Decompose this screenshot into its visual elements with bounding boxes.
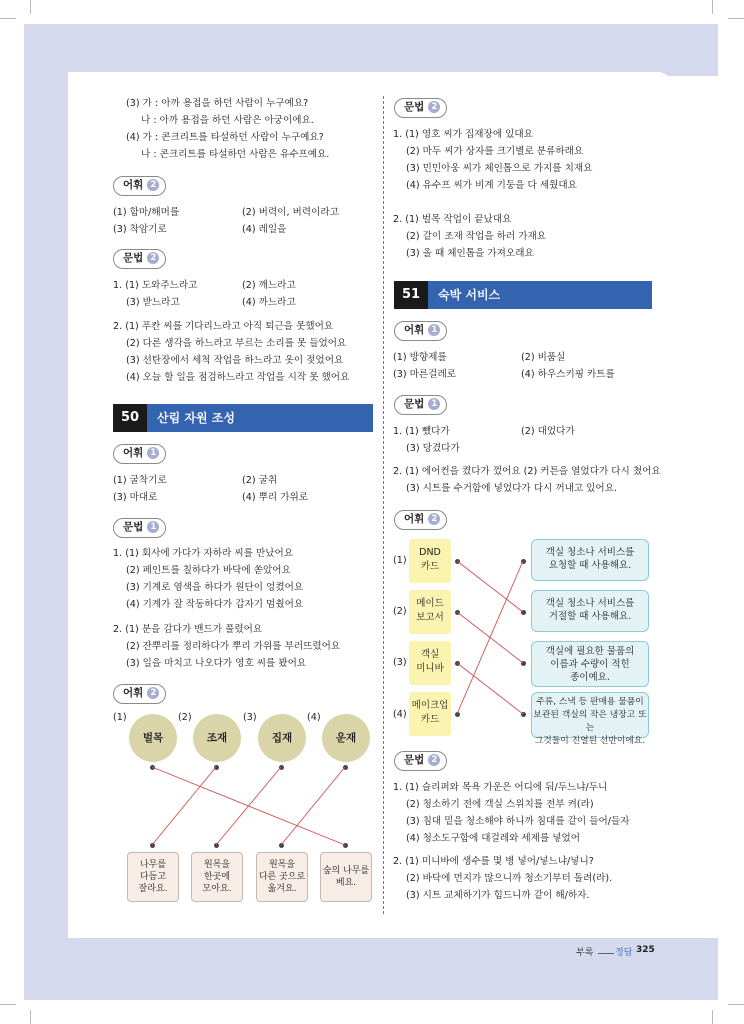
answer-line: (3) 시트 교체하기가 힘드니까 같이 해/하자.: [406, 890, 590, 901]
match-label: (1): [113, 712, 127, 723]
match-label: (3): [393, 657, 407, 668]
section-tag-vocab: 어휘 1: [113, 444, 166, 464]
footer-rule: [598, 953, 614, 954]
answer-line: (3) 당겼다가: [406, 443, 460, 454]
crop-mark: [728, 18, 744, 19]
answer-line: (3) 기계로 염색을 하다가 원단이 엉켰어요: [126, 582, 304, 593]
match-label: (2): [393, 606, 407, 617]
section-tag-grammar: 문법 2: [394, 751, 447, 771]
answer-line: (3) 침대 밑을 청소해야 하니까 침대를 같이 들어/들자: [406, 816, 630, 827]
footer-section: 정답: [615, 948, 633, 958]
match-dot: [343, 765, 348, 770]
match-word: 집재: [258, 714, 306, 762]
match-dot: [521, 661, 526, 666]
match-dot: [455, 610, 460, 615]
answer-line: (1) 굴착기로: [113, 475, 167, 486]
match-label: (4): [307, 712, 321, 723]
match-description: 주류, 스낵 등 판매용 물품이 보관된 객실의 작은 냉장고 또는 그것들이 진열된 선반이에요.: [531, 692, 649, 738]
answer-line: (2) 버력이, 버력이라고: [242, 207, 339, 218]
match-label: (1): [393, 555, 407, 566]
answer-line: (2) 대었다가: [521, 426, 575, 437]
match-description: 객실에 필요한 물품의 이름과 수량이 적힌 종이예요.: [531, 641, 649, 687]
intro-line: (4) 가 : 콘크리트를 타설하던 사람이 누구예요?: [126, 132, 324, 143]
answer-line: (2) 깨느라고: [242, 280, 296, 291]
crop-mark: [728, 1004, 744, 1005]
unit-number: 51: [394, 281, 428, 309]
answer-line: (3) 받느라고: [126, 297, 180, 308]
answer-line: (3) 민민아웅 씨가 체인톱으로 가지를 치재요: [406, 163, 593, 174]
match-term: 메이드 보고서: [409, 590, 451, 634]
answer-line: (3) 선탄장에서 세척 작업을 하느라고 옷이 젖었어요: [126, 355, 344, 366]
answer-line: (4) 청소도구함에 대걸레와 세제를 넣었어: [406, 833, 581, 844]
answer-line: (3) 마대로: [113, 492, 158, 503]
match-dot: [521, 610, 526, 615]
unit-header-50: [113, 404, 373, 432]
unit-number: 50: [113, 404, 147, 432]
top-band: [24, 24, 718, 76]
answer-line: (4) 뿌리 가위로: [242, 492, 309, 503]
answer-line: (2) 바닥에 먼지가 많으니까 청소기부터 돌려(라).: [406, 873, 613, 884]
section-tag-vocab: 어휘 2: [394, 510, 447, 530]
answer-line: (4) 까느라고: [242, 297, 296, 308]
answer-line: (3) 올 때 체인톱을 가져오래요: [406, 248, 534, 259]
section-tag-grammar: 문법 1: [394, 395, 447, 415]
crop-mark: [712, 1010, 713, 1024]
answer-line: 1. (1) 도와주느라고: [113, 280, 198, 291]
answer-line: (2) 비품실: [521, 352, 566, 363]
crop-mark: [30, 0, 31, 14]
answer-line: 1. (1) 영호 씨가 집재장에 있대요: [393, 129, 533, 140]
match-word: 벌목: [129, 714, 177, 762]
answer-line: (2) 청소하기 전에 객실 스위치를 전부 켜(라): [406, 799, 594, 810]
match-dot: [455, 661, 460, 666]
match-dot: [455, 559, 460, 564]
answer-line: 2. (1) 분을 감다가 밴드가 풀렸어요: [113, 624, 263, 635]
answer-line: (1) 함마/해머를: [113, 207, 180, 218]
answer-line: 1. (1) 뺐다가: [393, 426, 450, 437]
unit-title: 숙박 서비스: [428, 281, 652, 309]
answer-line: (4) 유수프 씨가 비계 기둥을 다 세웠대요: [406, 180, 577, 191]
answer-line: 2. (1) 미니바에 생수를 몇 병 넣어/넣느냐/넣니?: [393, 856, 594, 867]
intro-line: (3) 가 : 아까 용접을 하던 사람이 누구예요?: [126, 98, 309, 109]
answer-line: (2) 다른 생각을 하느라고 부르는 소리를 못 들었어요: [126, 338, 347, 349]
match-dot: [279, 765, 284, 770]
match-dot: [150, 765, 155, 770]
bottom-band: [24, 938, 718, 1000]
crop-mark: [30, 1010, 31, 1024]
match-label: (4): [393, 709, 407, 720]
unit-header-51: [394, 281, 652, 309]
answer-line: (4) 하우스키핑 카트를: [521, 369, 615, 380]
match-dot: [279, 843, 284, 848]
intro-line: 나 : 아까 용접을 하던 사람은 아궁이에요.: [141, 115, 314, 126]
section-tag-vocab: 어휘 2: [113, 176, 166, 196]
match-word: 운재: [322, 714, 370, 762]
match-term: DND 카드: [409, 539, 451, 583]
match-description: 객실 청소나 서비스를 거절할 때 사용해요.: [531, 590, 649, 632]
footer-label: 부록: [576, 948, 594, 958]
answer-line: (2) 잔뿌리를 정리하다가 뿌리 가위를 부러뜨렸어요: [126, 641, 341, 652]
match-dot: [343, 843, 348, 848]
column-divider: [383, 96, 384, 914]
crop-mark: [712, 0, 713, 14]
match-definition: 원목을 한곳에 모아요.: [191, 852, 243, 902]
intro-line: 나 : 콘크리트를 타설하던 사람은 유수프예요.: [141, 149, 330, 160]
match-term: 메이크업 카드: [409, 692, 451, 736]
answer-line: (2) 마두 씨가 상자를 크기별로 분류하래요: [406, 146, 584, 157]
page-number: 325: [636, 945, 655, 955]
answer-line: 1. (1) 슬리퍼와 목욕 가운은 어디에 둬/두느냐/두니: [393, 782, 608, 793]
answer-line: (2) 굴취: [242, 475, 278, 486]
answer-line: (2) 같이 조재 작업을 하러 가재요: [406, 231, 547, 242]
match-dot: [455, 712, 460, 717]
match-dot: [521, 712, 526, 717]
section-tag-vocab: 어휘 2: [113, 684, 166, 704]
crop-mark: [0, 1004, 16, 1005]
answer-line: (1) 방향제를: [393, 352, 447, 363]
match-dot: [521, 559, 526, 564]
answer-line: 2. (1) 벌목 작업이 끝났대요: [393, 214, 512, 225]
section-tag-grammar: 문법 2: [394, 98, 447, 118]
match-dot: [214, 843, 219, 848]
answer-line: (2) 페인트를 칠하다가 바닥에 쏟았어요: [126, 565, 291, 576]
answer-line: (3) 시트를 수거함에 넣었다가 다시 꺼내고 있어요.: [406, 483, 618, 494]
section-tag-vocab: 어휘 1: [394, 321, 447, 341]
match-definition: 나무를 다듬고 잘라요.: [127, 852, 179, 902]
left-band: [24, 24, 68, 944]
match-label: (2): [178, 712, 192, 723]
answer-line: 1. (1) 회사에 가다가 자하라 씨를 만났어요: [113, 548, 294, 559]
match-definition: 원목을 다른 곳으로 옮겨요.: [256, 852, 308, 902]
section-tag-grammar: 문법 1: [113, 518, 166, 538]
answer-line: (3) 일을 마치고 나오다가 영호 씨를 봤어요: [126, 658, 307, 669]
answer-line: (4) 레일을: [242, 224, 287, 235]
answer-line: (3) 마른걸레로: [393, 369, 456, 380]
crop-mark: [0, 18, 16, 19]
match-description: 객실 청소나 서비스를 요청할 때 사용해요.: [531, 539, 649, 581]
answer-line: (4) 오늘 할 일을 점검하느라고 작업을 시작 못 했어요: [126, 372, 350, 383]
match-word: 조재: [193, 714, 241, 762]
answer-line: (4) 기계가 잘 작동하다가 갑자기 멈췄어요: [126, 599, 304, 610]
match-definition: 숲의 나무를 베요.: [320, 852, 372, 902]
answer-line: 2. (1) 에어컨을 켰다가 껐어요 (2) 커튼을 열었다가 다시 쳤어요: [393, 466, 661, 477]
match-label: (3): [243, 712, 257, 723]
section-tag-grammar: 문법 2: [113, 249, 166, 269]
match-dot: [150, 843, 155, 848]
unit-title: 산림 자원 조성: [147, 404, 373, 432]
match-dot: [214, 765, 219, 770]
answer-line: 2. (1) 푸칸 씨를 기다리느라고 아직 퇴근을 못했어요: [113, 321, 334, 332]
answer-line: (3) 착암기로: [113, 224, 167, 235]
match-term: 객실 미니바: [409, 641, 451, 685]
